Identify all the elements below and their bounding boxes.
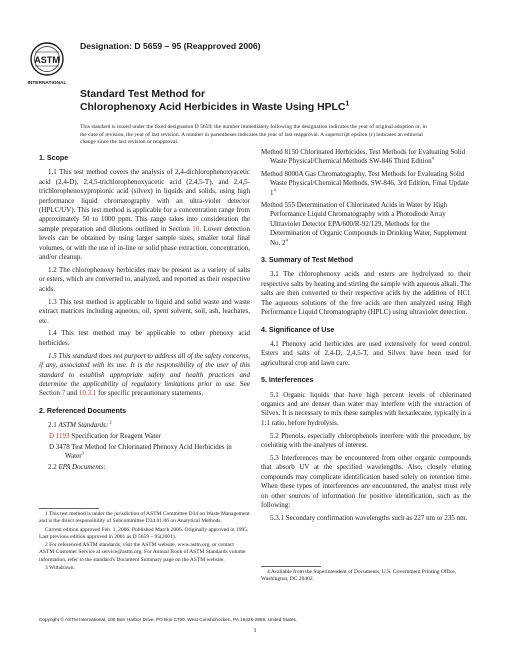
paragraph-1-3: 1.3 This test method is applicable to liquid and solid waste and waste extract matrices including aqueous, oil, spent solvent, soil, ash, leachates, etc. [39, 297, 250, 325]
paragraph-5-3: 5.3 Interferences may be encountered from other organic compounds that absorb UV at the specified wavelengths. Also, closely eluting compounds may complicate identification based solely on retention time. When these types of interferences are encountered, the analyst must rely on other sources of information for positive identification, such as the following: [261, 453, 471, 509]
section-heading-summary: 3. Summary of Test Method [261, 256, 354, 265]
footnote-3: 3 Withdrawn. [45, 565, 75, 572]
link-section-10-3-1[interactable]: 10.3.1 [78, 389, 97, 398]
link-d1193[interactable]: D 1193 [49, 432, 70, 441]
footnote-2: 2 For referenced ASTM standards, visit the ASTM website, www.astm.org, or contact ASTM Customer Service at service@astm.org. For Annual Book of ASTM Standards volume information, refer to the standard's Document Summary page on the ASTM website. [39, 542, 246, 563]
section-heading-scope: 1. Scope [39, 154, 69, 162]
paragraph-4-1: 4.1 Phenoxy acid herbicides are used extensively for weed control. Esters and salts of 2,4-D, 2,4,5-T, and Silvex have been used for agricultural crop and lawn care. [261, 339, 471, 367]
section-heading-referenced-documents: 2. Referenced Documents [39, 406, 127, 415]
footnote-4: 4 Available from the Superintendent of Documents, U.S. Government Printing Office, Washington, DC 20402. [261, 569, 457, 583]
paragraph-1-2: 1.2 The chlorophenoxy herbicides may be present as a variety of salts or esters, which are converted to, analyzed, and reported as their respective acids. [39, 265, 250, 293]
ref-2-2: 2.2 EPA Documents: [48, 463, 106, 472]
epa-method-8000a: Method 8000A Gas Chromatography, Test Methods for Evaluating Solid Waste Physical/Chemical Methods, SW-846, 3rd Edition, Final Update $1^4$ [261, 169, 469, 197]
ref-d1193: D 1193 Specification for Reagent Water [49, 432, 161, 441]
paragraph-1-4: 1.4 This test method may be applicable to other phenoxy acid herbicides. [39, 329, 250, 347]
right-column [261, 148, 471, 527]
epa-method-555: Method 555 Determination of Chlorinated Acids in Water by High Performance Liquid Chromatography with a Photodiode Array Ultraviolet Detector EPA/600/R-92/129, Methods for the Determination of Organic Compounds in Drinking Water, Supplement No. $2^4$ [261, 201, 467, 247]
astm-logo [27, 40, 67, 90]
paragraph-5-1: 5.1 Organic liquids that have high percent levels of chlorinated organics and are denser than water may interfere with the extraction of Silvex. It is necessary to mix these samples with hexadecane, typically in a 1:1 ratio, before hydrolysis. [261, 390, 471, 427]
title-line-2: Chlorophenoxy Acid Herbicides in Waste Using HPLC$^1$ [80, 100, 350, 113]
page-number: 1 [253, 627, 257, 634]
paragraph-1-5: 1.5 This standard does not purport to address all of the safety concerns, if any, associated with its use. It is the responsibility of the user of this standard to establish appropriate safety and health practices and determine the applicability of regulatory limitations prior to use. See Section 7 and 10.3.1 for specific precautionary statements. [39, 351, 251, 398]
paragraph-3-1: 3.1 The chlorophenoxy acids and esters are hydrolyzed to their respective salts by heating and stirring the sample with aqueous alkali. The salts are then converted to their respective acids by the addition of HCl. The aqueous solutions of the free acids are then analyzed using High Performance Liquid Chromatography (HPLC) using ultraviolet detection. [261, 270, 471, 317]
footnote-1b: Current edition approved Feb. 1, 2006. Published March 2006. Originally approved in 1995. Last previous edition approved in 2001 as D 5659 – 95(2001). [39, 526, 249, 540]
section-heading-interferences: 5. Interferences [261, 376, 314, 385]
title-line-1: Standard Test Method for [80, 89, 206, 100]
issuance-statement: This standard is issued under the fixed designation D 5659; the number immediately following the designation indicates the year of original adoption or, in the case of revision, the year of last revision. A number in parentheses indicates the year of last reapproval. A superscript epsilon (ε) indicates an editorial change since the last revision or reapproval. [80, 124, 427, 146]
epa-method-8150: Method 8150 Chlorinated Herbicides, Test Methods for Evaluating Solid Waste Physical/Chemical Methods SW-846 Third Edition$^4$ [261, 148, 466, 166]
logo-caption: INTERNATIONAL [27, 81, 67, 86]
link-section-10[interactable]: 10 [192, 224, 200, 233]
paragraph-1-1: 1.1 This test method covers the analysis of 2,4-dichlorophenoxyacetic acid (2,4-D), 2,4,5-trichlorophenoxyacetic acid (2,4,5-T), and 2,4,5-trichlorophenoxypropionic acid (silvex) in liquids and solids, using high performance liquid chromatography with an ultra-violet detector (HPLC/UV). This test method is applicable for a concentration range from approximately 50 to 1000 ppm. This range takes into consideration the sample preparation and dilutions outlined in Section 10. Lower detection levels can be obtained by using larger sample sizes, smaller total final volumes, or with the use of in-line or solid phase extraction, concentration, and/or cleanup. [39, 168, 250, 262]
section-heading-significance: 4. Significance of Use [261, 325, 335, 334]
footnote-rule-right [261, 566, 321, 567]
paragraph-5-3-1: 5.3.1 Secondary confirmation wavelengths such as 227 nm or 235 nm. [270, 513, 468, 522]
document-title [80, 89, 349, 114]
footnotes-right [261, 569, 471, 585]
link-section-7[interactable]: 7 [61, 389, 66, 398]
designation: Designation: D 5659 – 95 (Reapproved 2006) [80, 41, 261, 51]
svg-text:ASTM: ASTM [34, 55, 60, 65]
footnote-1: 1 This test method is under the jurisdiction of ASTM Committee D34 on Waste Management and is the direct responsibility of Subcommittee D34.01.06 on Analytical Methods. [39, 511, 250, 525]
copyright-line: Copyright © ASTM International, 100 Barr Harbor Drive, PO Box C700, West Conshohocken, PA 19428-2959, United States. [39, 617, 298, 622]
footnote-rule-left [39, 508, 99, 509]
paragraph-5-2: 5.2 Phenols, especially chlorophenols interfere with the procedure, by coeluting with the analytes of interest. [261, 431, 471, 450]
ref-d3478: D 3478 Test Method for Chlorinated Phenoxy Acid Herbicides in Water$^3$ [49, 442, 232, 461]
footnotes-left [39, 511, 250, 574]
ref-2-1: 2.1 ASTM Standards: $^2$ [48, 419, 112, 430]
left-column [39, 154, 250, 474]
